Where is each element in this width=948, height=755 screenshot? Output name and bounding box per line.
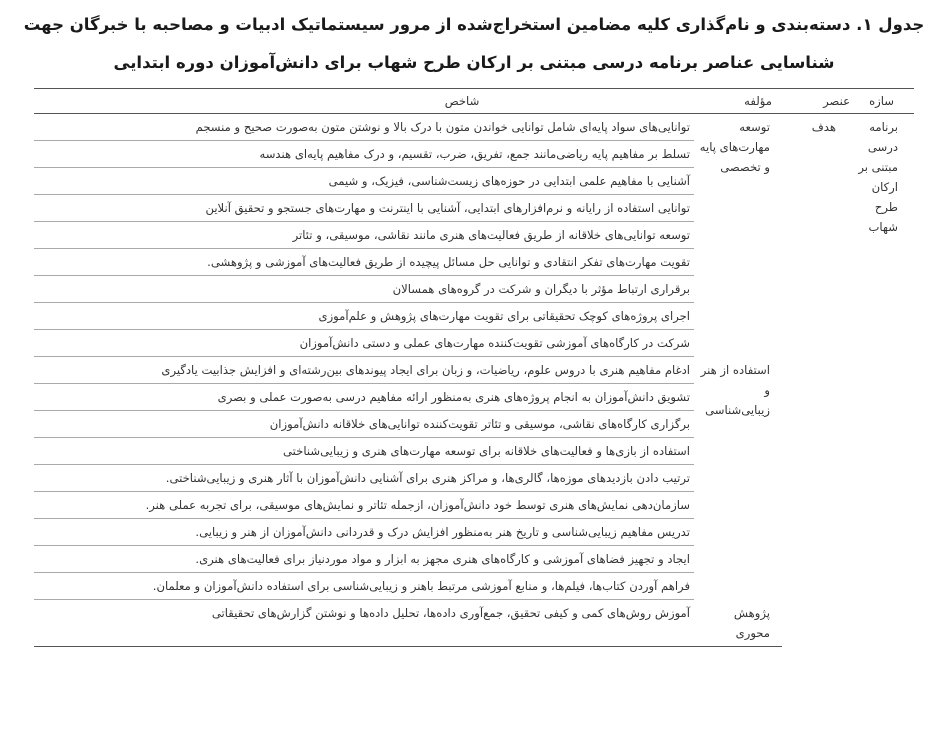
indicator-cell: تشویق دانش‌آموزان به انجام پروژه‌های هنری به‌منظور ارائه مفاهیم درسی به‌صورت عملی و بصری — [34, 384, 694, 411]
indicator-cell: آشنایی با مفاهیم علمی ابتدایی در حوزه‌های زیست‌شناسی، فیزیک، و شیمی — [34, 168, 694, 195]
table-header-row — [34, 89, 914, 114]
indicator-cell: فراهم آوردن کتاب‌ها، فیلم‌ها، و منابع آموزشی مرتبط باهنر و زیبایی‌شناسی برای استفاده دانش‌آموزان و معلمان. — [34, 573, 694, 600]
indicator-cell: تدریس مفاهیم زیبایی‌شناسی و تاریخ هنر به‌منظور افزایش درک و قدردانی دانش‌آموزان از هنر و زیبایی. — [34, 519, 694, 546]
saze-cell: برنامه درسی مبتنی بر ارکان طرح شهاب — [858, 120, 898, 234]
indicator-cell: ایجاد و تجهیز فضاهای آموزشی و کارگاه‌های هنری مجهز به ابزار و مواد موردنیاز برای فعالیت‌های هنری. — [34, 546, 694, 573]
component-cell: پژوهش محوری — [694, 600, 782, 647]
component-cell: توسعه مهارت‌های پایه و تخصصی — [699, 120, 770, 174]
header-saze: سازه — [854, 89, 914, 114]
indicator-cell: ادغام مفاهیم هنری با دروس علوم، ریاضیات، و زبان برای ایجاد پیوندهای بین‌رشته‌ای و افزایش جذابیت یادگیری — [34, 357, 694, 384]
indicator-cell: تقویت مهارت‌های تفکر انتقادی و توانایی حل مسائل پیچیده از طریق فعالیت‌های آموزشی و پژوهشی. — [34, 249, 694, 276]
onsor-cell: هدف — [811, 120, 836, 134]
indicator-cell: استفاده از بازی‌ها و فعالیت‌های خلاقانه برای توسعه مهارت‌های هنری و زیبایی‌شناختی — [34, 438, 694, 465]
indicator-cell: آموزش روش‌های کمی و کیفی تحقیق، جمع‌آوری داده‌ها، تحلیل داده‌ها و نوشتن گزارش‌های تحقیقاتی — [34, 600, 694, 647]
table-caption — [20, 6, 928, 82]
indicator-cell: برگزاری کارگاه‌های نقاشی، موسیقی و تئاتر تقویت‌کننده توانایی‌های خلاقانه دانش‌آموزان — [34, 411, 694, 438]
indicator-cell: ترتیب دادن بازدیدهای موزه‌ها، گالری‌ها، و مراکز هنری برای آشنایی دانش‌آموزان با آثار هنری و زیبایی‌شناختی. — [34, 465, 694, 492]
indicator-cell: اجرای پروژه‌های کوچک تحقیقاتی برای تقویت مهارت‌های پژوهش و علم‌آموزی — [34, 303, 694, 330]
indicator-cell: توسعه توانایی‌های خلاقانه از طریق فعالیت‌های هنری مانند نقاشی، موسیقی، و تئاتر — [34, 222, 694, 249]
elements-table — [34, 88, 914, 647]
indicator-cell: توانایی‌های سواد پایه‌ای شامل توانایی خواندن متون با درک بالا و نوشتن متون به‌صورت صحیح و منسجم — [34, 114, 694, 141]
header-onsor: عنصر — [782, 89, 854, 114]
indicator-cell: شرکت در کارگاه‌های آموزشی تقویت‌کننده مهارت‌های عملی و دستی دانش‌آموزان — [34, 330, 694, 357]
header-moalefe: مؤلفه — [694, 89, 782, 114]
table-row — [34, 114, 914, 141]
caption-line-1: جدول ۱. دسته‌بندی و نام‌گذاری کلیه مضامین استخراج‌شده از مرور سیستماتیک ادبیات و مصاحبه با خبرگان جهت — [23, 15, 925, 34]
indicator-cell: سازمان‌دهی نمایش‌های هنری توسط خود دانش‌آموزان، ازجمله تئاتر و نمایش‌های موسیقی، برای تجربه عملی هنر. — [34, 492, 694, 519]
indicator-cell: توانایی استفاده از رایانه و نرم‌افزارهای ابتدایی، آشنایی با اینترنت و مهارت‌های جستجو و تحقیق آنلاین — [34, 195, 694, 222]
component-cell: استفاده از هنر و زیبایی‌شناسی — [700, 362, 770, 417]
indicator-cell: تسلط بر مفاهیم پایه ریاضی‌مانند جمع، تفریق، ضرب، تقسیم، و درک مفاهیم پایه‌ای هندسه — [34, 141, 694, 168]
table-body — [34, 114, 914, 647]
caption-line-2: شناسایی عناصر برنامه درسی مبتنی بر ارکان طرح شهاب برای دانش‌آموزان دوره ابتدایی — [113, 53, 835, 72]
header-shakhes: شاخص — [34, 89, 694, 114]
indicator-cell: برقراری ارتباط مؤثر با دیگران و شرکت در گروه‌های همسالان — [34, 276, 694, 303]
